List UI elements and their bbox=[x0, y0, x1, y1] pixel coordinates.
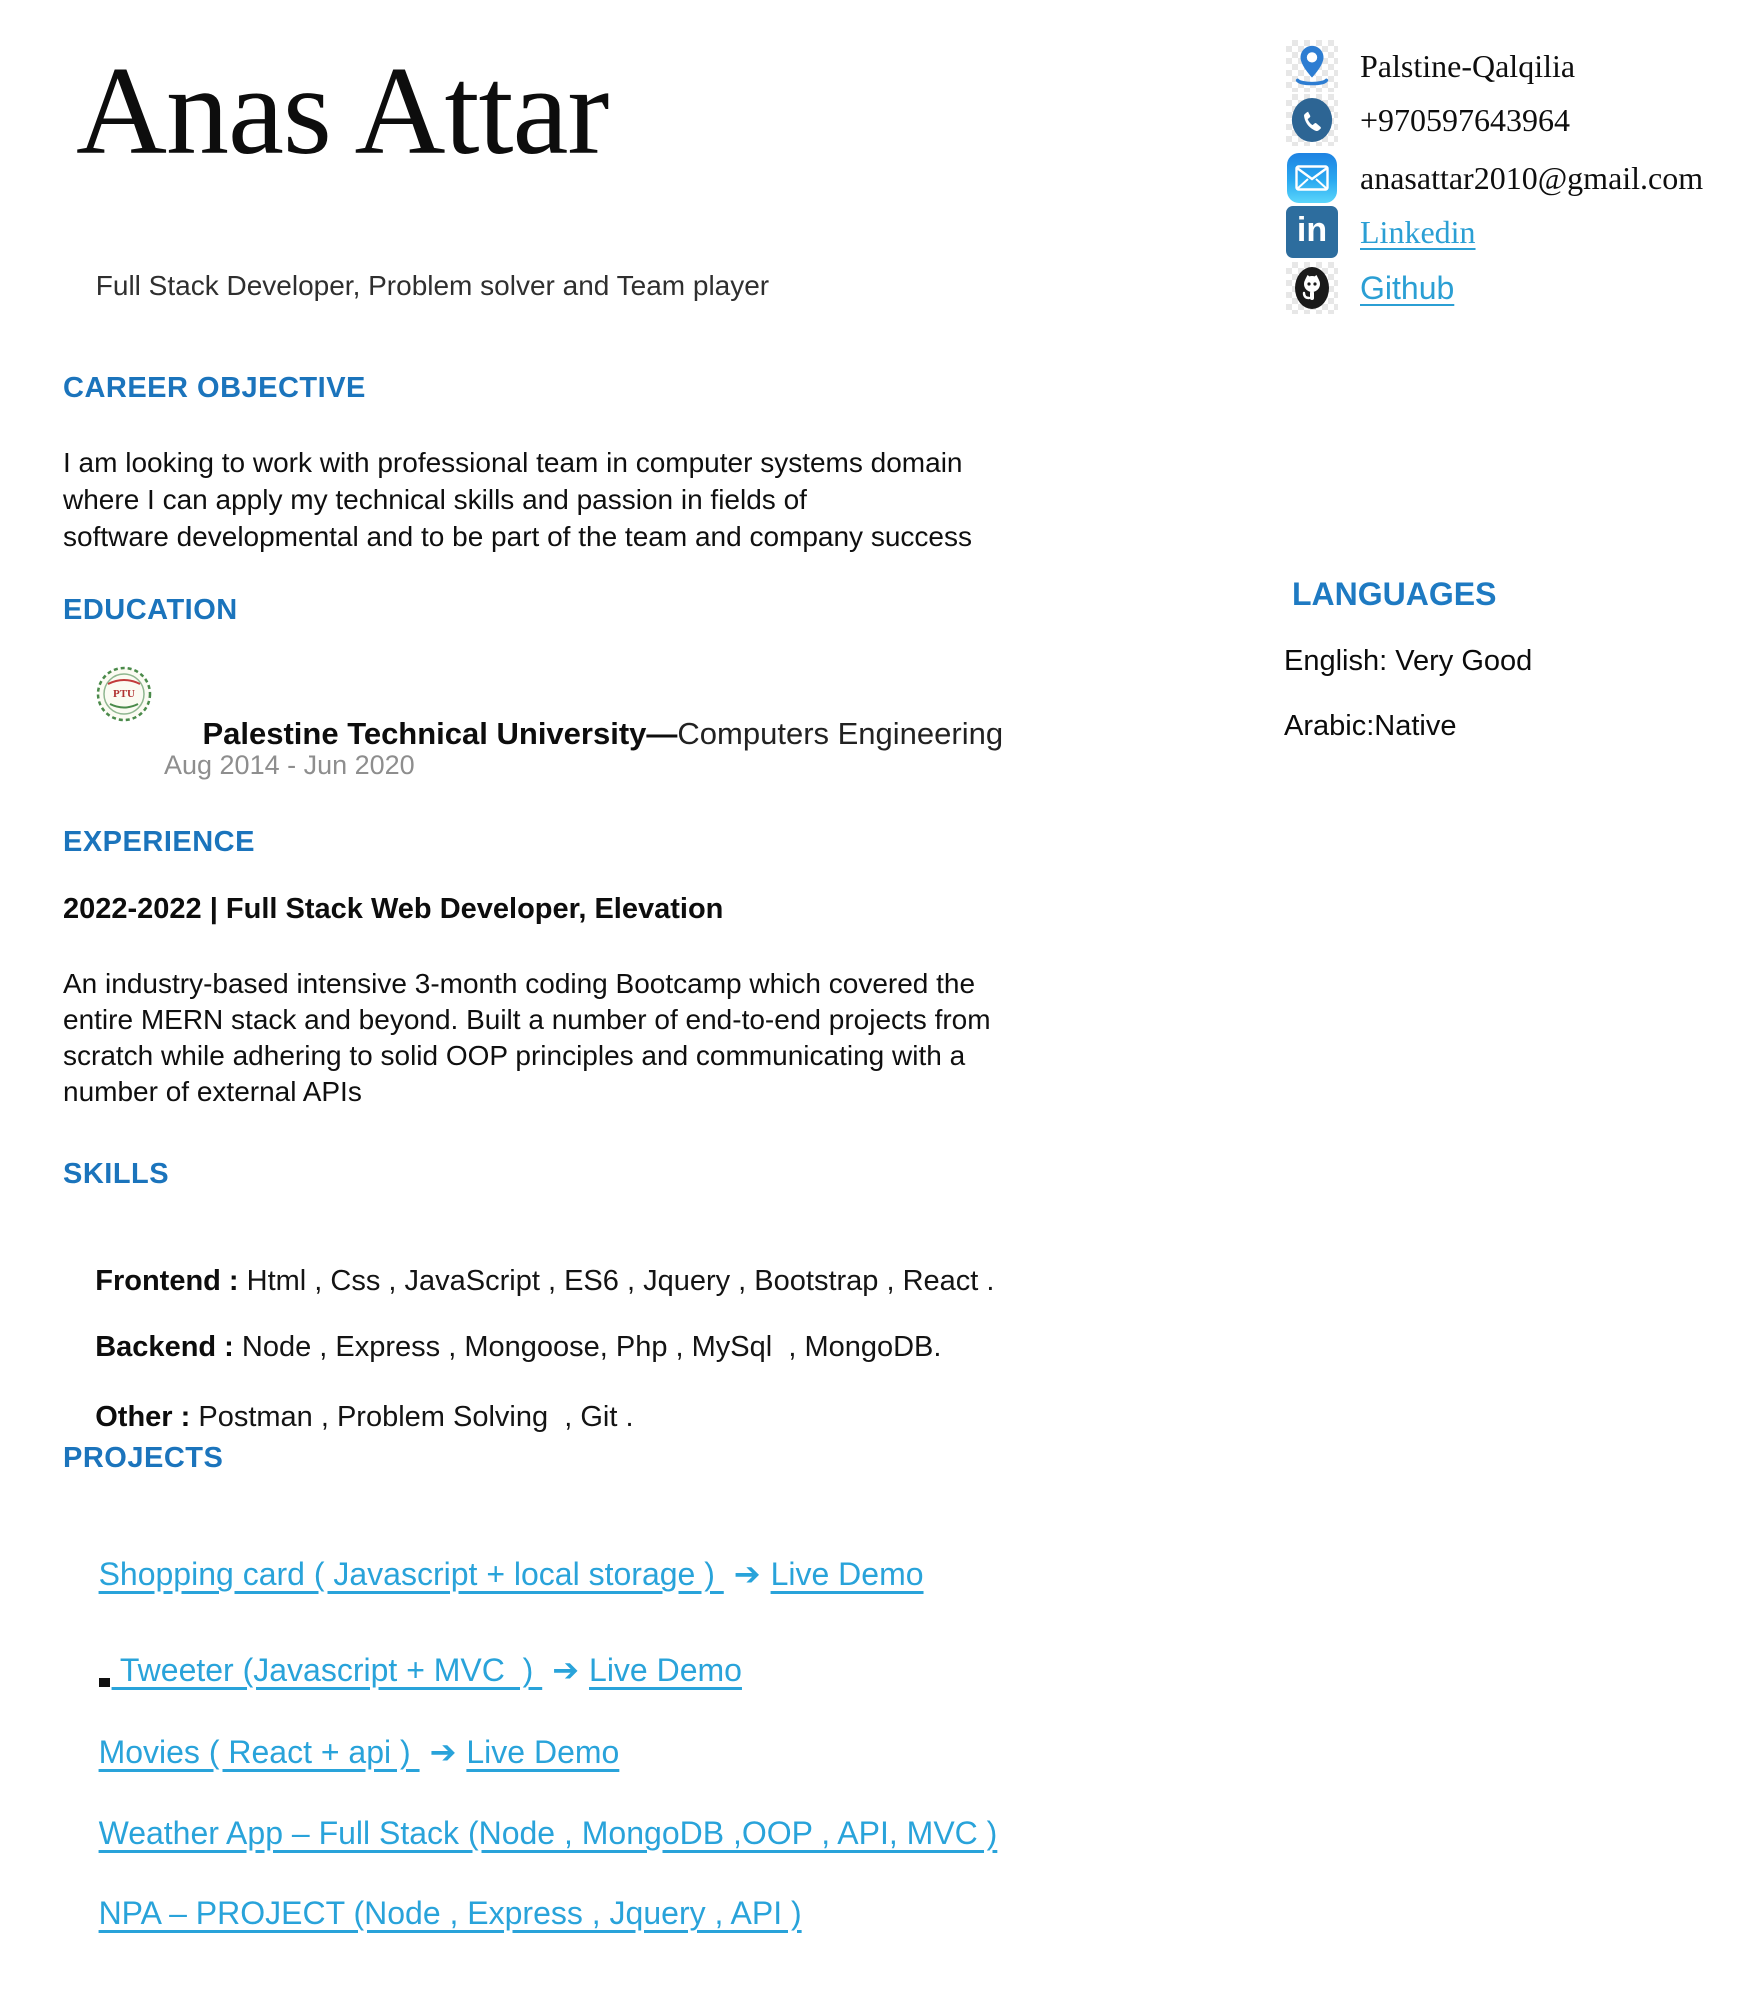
contact-row-location bbox=[1286, 40, 1575, 92]
school-name: Palestine Technical University— bbox=[202, 716, 678, 751]
project-link-weather-app[interactable]: Weather App – Full Stack (Node , MongoDB ,OOP , API, MVC ) bbox=[98, 1815, 998, 1851]
arrow-icon: ➔ bbox=[733, 1555, 761, 1593]
arrow-icon: ➔ bbox=[429, 1733, 457, 1771]
career-objective-paragraph bbox=[63, 444, 972, 555]
svg-text:PTU: PTU bbox=[113, 688, 135, 700]
arrow-icon: ➔ bbox=[552, 1651, 580, 1689]
contact-row-email bbox=[1286, 152, 1703, 204]
tagline: Full Stack Developer, Problem solver and Team player bbox=[88, 270, 770, 301]
email-icon bbox=[1286, 152, 1338, 204]
skills-backend-items: Node , Express , Mongoose, Php , MySql , MongoDB. bbox=[233, 1331, 942, 1363]
project-link-tweeter[interactable]: Tweeter (Javascript + MVC ) bbox=[111, 1652, 543, 1688]
university-logo bbox=[96, 666, 152, 722]
candidate-name: Anas Attar bbox=[76, 42, 609, 181]
project-link-shopping-card[interactable]: Shopping card ( Javascript + local storage ) bbox=[98, 1556, 724, 1592]
languages-heading: LANGUAGES bbox=[1292, 576, 1497, 612]
underscore-artifact bbox=[99, 1678, 110, 1687]
github-icon bbox=[1286, 262, 1338, 314]
project-row-npa bbox=[63, 1858, 802, 1969]
degree-name: Computers Engineering bbox=[677, 716, 1004, 751]
skills-other-items: Postman , Problem Solving , Git . bbox=[190, 1401, 634, 1433]
objective-line: where I can apply my technical skills and passion in fields of bbox=[63, 484, 807, 515]
live-demo-link-shopping-card[interactable]: Live Demo bbox=[770, 1556, 924, 1592]
github-link[interactable]: Github bbox=[1360, 269, 1455, 306]
projects-heading: PROJECTS bbox=[63, 1442, 224, 1474]
objective-line: software developmental and to be part of the team and company success bbox=[63, 521, 972, 552]
experience-line: entire MERN stack and beyond. Built a number of end-to-end projects from bbox=[63, 1004, 991, 1035]
experience-line: scratch while adhering to solid OOP principles and communicating with a bbox=[63, 1040, 966, 1071]
experience-line: An industry-based intensive 3-month coding Bootcamp which covered the bbox=[63, 968, 976, 999]
experience-paragraph bbox=[63, 966, 991, 1110]
linkedin-icon: in bbox=[1286, 206, 1338, 258]
live-demo-link-movies[interactable]: Live Demo bbox=[466, 1734, 620, 1770]
skills-heading: SKILLS bbox=[63, 1158, 170, 1190]
contact-location: Palstine-Qalqilia bbox=[1360, 47, 1576, 84]
skills-other-label: Other : bbox=[95, 1401, 191, 1433]
education-dates: Aug 2014 - Jun 2020 bbox=[164, 750, 415, 780]
contact-phone: +970597643964 bbox=[1360, 101, 1571, 138]
experience-line: number of external APIs bbox=[63, 1076, 362, 1107]
live-demo-link-tweeter[interactable]: Live Demo bbox=[589, 1652, 742, 1688]
project-link-npa[interactable]: NPA – PROJECT (Node , Express , Jquery , API ) bbox=[98, 1895, 802, 1931]
career-objective-heading: CAREER OBJECTIVE bbox=[63, 372, 366, 404]
objective-line: I am looking to work with professional team in computer systems domain bbox=[63, 447, 963, 478]
skills-frontend-items: Html , Css , JavaScript , ES6 , Jquery , Bootstrap , React . bbox=[238, 1265, 995, 1297]
skills-backend-label: Backend : bbox=[95, 1331, 234, 1363]
language-arabic: Arabic:Native bbox=[1284, 710, 1457, 742]
project-link-movies[interactable]: Movies ( React + api ) bbox=[98, 1734, 420, 1770]
location-pin-icon bbox=[1286, 40, 1338, 92]
experience-heading: EXPERIENCE bbox=[63, 826, 255, 858]
job-title: 2022-2022 | Full Stack Web Developer, Elevation bbox=[63, 893, 724, 925]
contact-email: anasattar2010@gmail.com bbox=[1360, 159, 1704, 196]
linkedin-link[interactable]: Linkedin bbox=[1360, 213, 1476, 250]
skills-frontend-label: Frontend : bbox=[95, 1265, 239, 1297]
contact-row-github bbox=[1286, 262, 1454, 314]
education-heading: EDUCATION bbox=[63, 594, 238, 626]
language-english: English: Very Good bbox=[1284, 645, 1533, 677]
contact-row-phone bbox=[1286, 94, 1570, 146]
phone-icon bbox=[1286, 94, 1338, 146]
contact-row-linkedin bbox=[1286, 206, 1476, 258]
